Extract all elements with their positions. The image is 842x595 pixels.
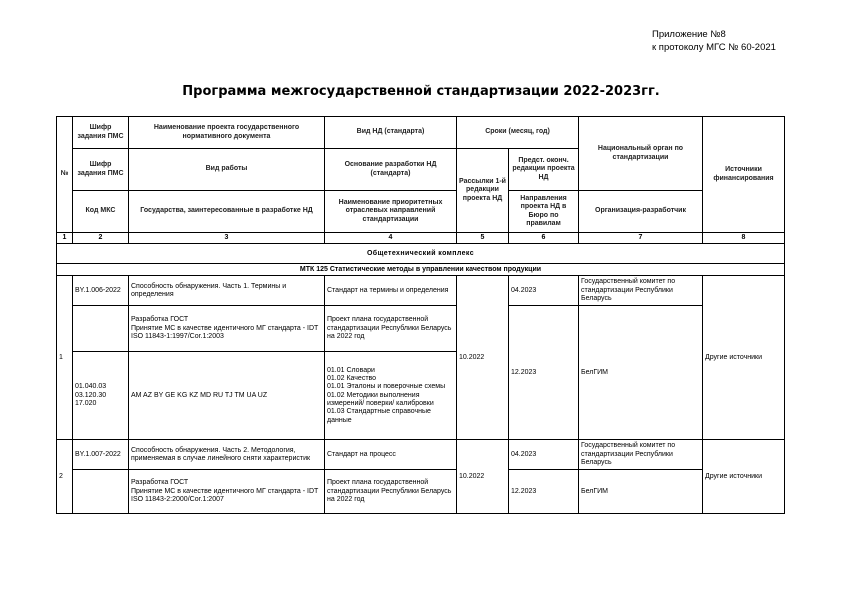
- row-developer: БелГИМ: [579, 470, 703, 514]
- row-countries: AM AZ BY GE KG KZ MD RU TJ TM UA UZ: [129, 352, 325, 440]
- row-cipher: BY.1.006-2022: [73, 276, 129, 306]
- row-date-b: 12.2023: [509, 306, 579, 440]
- column-number: 5: [457, 233, 509, 244]
- header-funding: Источники финансирования: [703, 117, 785, 233]
- row-work-type: Разработка ГОСТ Принятие МС в качестве идентичного МГ стандарта - IDT ISO 11843-2:2000/Cor.1:2007: [129, 470, 325, 514]
- row-basis: Проект плана государственной стандартизации Республики Беларусь на 2022 год: [325, 470, 457, 514]
- header-cipher-2: Шифр задания ПМС: [73, 149, 129, 191]
- row-cipher: BY.1.007-2022: [73, 440, 129, 470]
- section-title: Общетехнический комплекс: [57, 244, 785, 264]
- row-funding: Другие источники: [703, 440, 785, 514]
- row-number: 2: [57, 440, 73, 514]
- row-mks: 01.040.03 03.120.30 17.020: [73, 352, 129, 440]
- header-basis: Основание разработки НД (стандарта): [325, 149, 457, 191]
- row-national-body: Государственный комитет по стандартизации Республики Беларусь: [579, 276, 703, 306]
- row-doc-name: Способность обнаружения. Часть 2. Методология, применяемая в случае линейного сняти характеристик: [129, 440, 325, 470]
- column-number: 6: [509, 233, 579, 244]
- row-cipher-empty: [73, 470, 129, 514]
- header-priority: Наименование приоритетных отраслевых направлений стандартизации: [325, 191, 457, 233]
- header-doc-name: Наименование проекта государственного нормативного документа: [129, 117, 325, 149]
- subsection-title: МТК 125 Статистические методы в управлении качеством продукции: [57, 264, 785, 276]
- subsection-row: [57, 264, 785, 276]
- column-number: 2: [73, 233, 129, 244]
- appendix-note: [652, 28, 776, 54]
- table-row: [57, 470, 785, 514]
- header-cipher-1: Шифр задания ПМС: [73, 117, 129, 149]
- column-number: 1: [57, 233, 73, 244]
- row-doc-name: Способность обнаружения. Часть 1. Термины и определения: [129, 276, 325, 306]
- header-no: №: [57, 117, 73, 233]
- appendix-line-2: к протоколу МГС № 60-2021: [652, 42, 776, 53]
- row-number: 1: [57, 276, 73, 440]
- column-number: 4: [325, 233, 457, 244]
- header-mks: Код МКС: [73, 191, 129, 233]
- table-row: [57, 276, 785, 306]
- header-row-1: [57, 117, 785, 149]
- header-first-edition: Рассылки 1-й редакции проекта НД: [457, 149, 509, 233]
- header-terms: Сроки (месяц, год): [457, 117, 579, 149]
- header-submission: Направления проекта НД в Бюро по правилам: [509, 191, 579, 233]
- appendix-line-1: Приложение №8: [652, 29, 726, 40]
- row-funding: Другие источники: [703, 276, 785, 440]
- header-final-edition: Предст. оконч. редакции проекта НД: [509, 149, 579, 191]
- row-date-b: 12.2023: [509, 470, 579, 514]
- row-nd-type: Стандарт на термины и определения: [325, 276, 457, 306]
- header-nd-type: Вид НД (стандарта): [325, 117, 457, 149]
- row-date-a: 04.2023: [509, 440, 579, 470]
- column-number: 7: [579, 233, 703, 244]
- row-national-body: Государственный комитет по стандартизации Республики Беларусь: [579, 440, 703, 470]
- header-countries: Государства, заинтересованные в разработке НД: [129, 191, 325, 233]
- header-developer: Организация-разработчик: [579, 191, 703, 233]
- column-number: 3: [129, 233, 325, 244]
- section-row: [57, 244, 785, 264]
- document-title: Программа межгосударственной стандартизации 2022-2023гг.: [182, 84, 660, 99]
- column-number: 8: [703, 233, 785, 244]
- row-basis: Проект плана государственной стандартизации Республики Беларусь на 2022 год: [325, 306, 457, 352]
- row-work-type: Разработка ГОСТ Принятие МС в качестве идентичного МГ стандарта - IDT ISO 11843-1:1997/Cor.1:2003: [129, 306, 325, 352]
- table-row: [57, 306, 785, 352]
- header-national-body: Национальный орган по стандартизации: [579, 117, 703, 191]
- program-table: [56, 116, 785, 514]
- row-developer: БелГИМ: [579, 306, 703, 440]
- column-numbers-row: [57, 233, 785, 244]
- row-date-a: 04.2023: [509, 276, 579, 306]
- row-nd-type: Стандарт на процесс: [325, 440, 457, 470]
- row-first-edition: 10.2022: [457, 440, 509, 514]
- header-work-type: Вид работы: [129, 149, 325, 191]
- row-cipher-empty: [73, 306, 129, 352]
- row-priority: 01.01 Словари 01.02 Качество 01.01 Эталоны и поверочные схемы 01.02 Методики выполнения измерений/ поверки/ калибровки 01.03 Стандартные справочные данные: [325, 352, 457, 440]
- header-row-3: [57, 191, 785, 233]
- row-first-edition: 10.2022: [457, 276, 509, 440]
- table-row: [57, 440, 785, 470]
